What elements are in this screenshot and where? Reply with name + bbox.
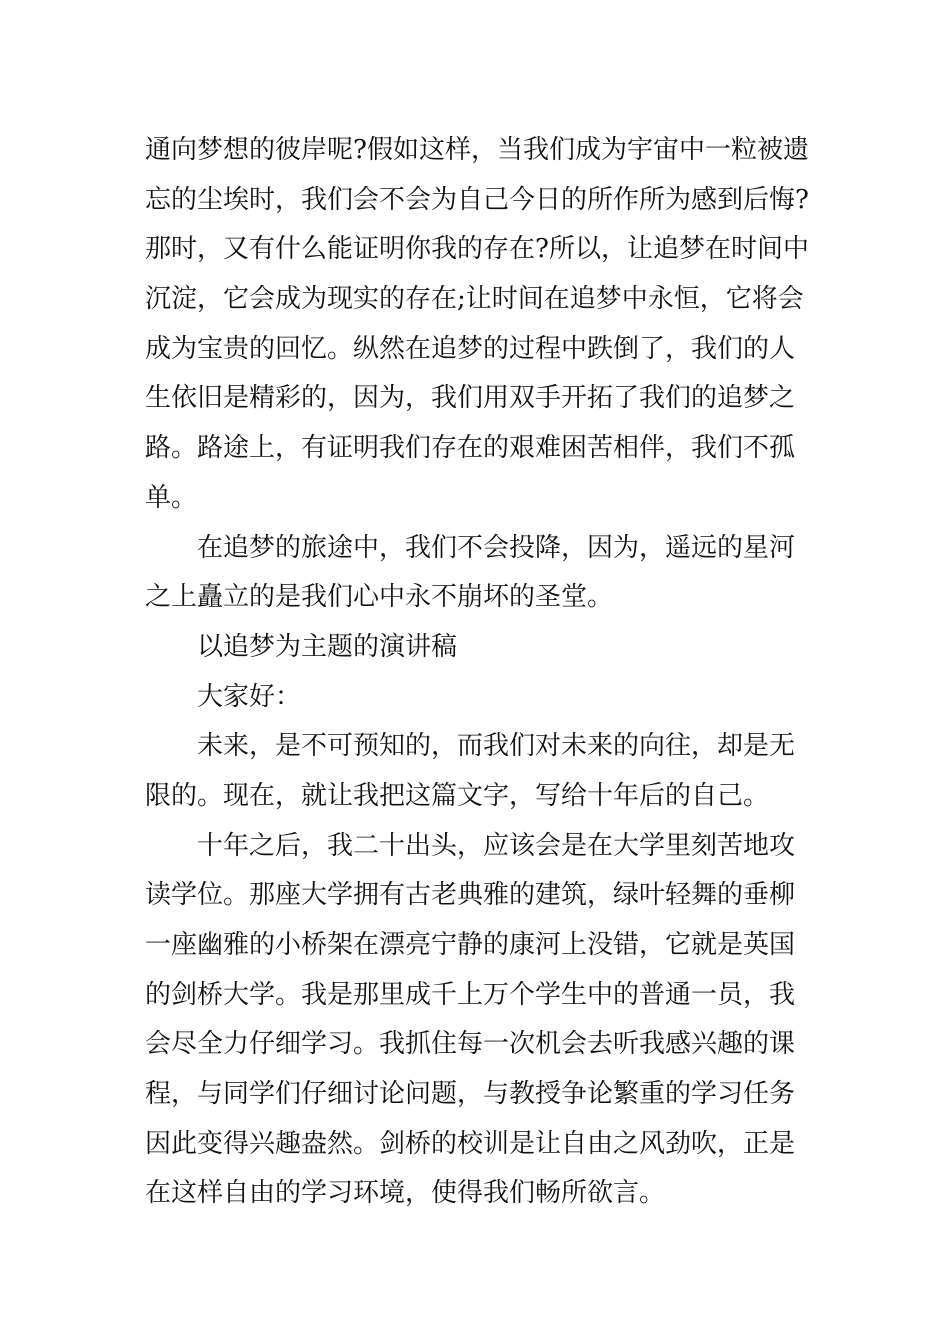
greeting: 大家好：: [145, 681, 302, 712]
text-line: 通向梦想的彼岸呢?假如这样，当我们成为宇宙中一粒被遗: [145, 135, 809, 165]
section-title: 以追梦为主题的演讲稿: [145, 631, 458, 662]
text-line: 之上矗立的是我们心中永不崩坏的圣堂。: [145, 582, 614, 613]
text-line: 在这样自由的学习环境，使得我们畅所欲言。: [145, 1178, 666, 1209]
text-line: 读学位。那座大学拥有古老典雅的建筑，绿叶轻舞的垂柳: [145, 880, 796, 911]
text-line: 程，与同学们仔细讨论问题，与教授争论繁重的学习任务: [145, 1079, 796, 1110]
text-line: 沉淀，它会成为现实的存在;让时间在追梦中永恒，它将会: [145, 284, 804, 315]
text-line: 成为宝贵的回忆。纵然在追梦的过程中跌倒了，我们的人: [145, 333, 796, 364]
text-line: 一座幽雅的小桥架在漂亮宁静的康河上没错，它就是英国: [145, 930, 796, 960]
text-line: 生依旧是精彩的，因为，我们用双手开拓了我们的追梦之: [145, 383, 796, 414]
text-line: 忘的尘埃时，我们会不会为自己今日的所作所为感到后悔?: [145, 184, 809, 215]
text-line: 会尽全力仔细学习。我抓住每一次机会去听我感兴趣的课: [145, 1029, 796, 1060]
document-body: [145, 126, 825, 1219]
text-line: 因此变得兴趣盎然。剑桥的校训是让自由之风劲吹，正是: [145, 1128, 796, 1159]
text-line: 单。: [145, 482, 198, 513]
text-line: 十年之后，我二十出头，应该会是在大学里刻苦地攻: [145, 830, 796, 861]
text-line: 未来，是不可预知的，而我们对未来的向往，却是无: [145, 731, 796, 762]
text-line: 在追梦的旅途中，我们不会投降，因为，遥远的星河: [145, 532, 796, 563]
text-line: 限的。现在，就让我把这篇文字，写给十年后的自己。: [145, 780, 770, 811]
text-line: 那时，又有什么能证明你我的存在?所以，让追梦在时间中: [145, 234, 809, 265]
text-line: 路。路途上，有证明我们存在的艰难困苦相伴，我们不孤: [145, 433, 796, 464]
text-line: 的剑桥大学。我是那里成千上万个学生中的普通一员，我: [145, 979, 796, 1010]
